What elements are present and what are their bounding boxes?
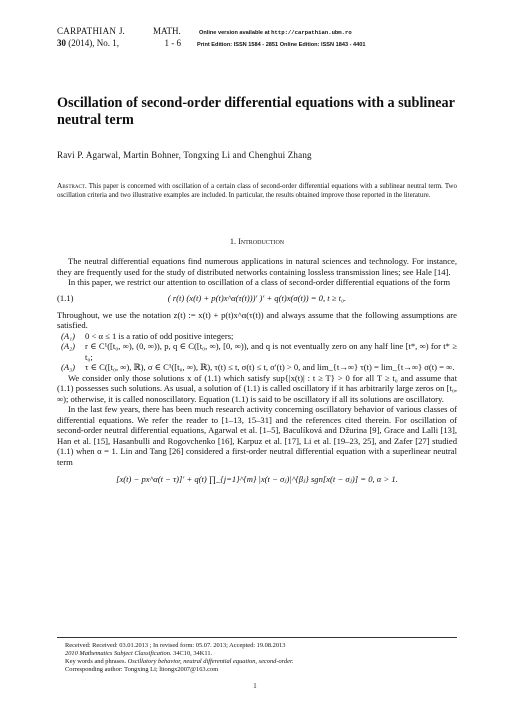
online-url[interactable]: http://carpathian.ubm.ro [271,29,352,36]
paper-title: Oscillation of second-order differential equations with a sublinear neutral term [57,95,455,128]
journal-header-row-2 [57,38,457,50]
paragraph-2: In this paper, we restrict our attention to oscillation of a class of second-order differential equations of the form [68,277,451,287]
journal-header [57,26,457,50]
paragraph-3: Throughout, we use the notation z(t) := x(t) + p(t)x^α(τ(t)) and always assume that the following assumptions are satisfied. [57,309,457,330]
footnote-corresponding: Corresponding author: Tongxing Li; litongx2007@163.com [65,666,219,673]
page-range: 1 - 6 [164,38,181,48]
condition-a2 [57,341,457,362]
online-version [199,28,352,38]
equation-1-1 [57,288,457,310]
online-label: Online version available at [199,30,270,36]
journal-j: J. [119,26,125,36]
paragraph-4: We consider only those solutions x of (1.1) which satisfy sup{|x(t)| : t ≥ T} > 0 for all T ≥ t₀ and assume that (1.1) possesses such solutions. As usual, a solution of (1.1) is called oscillatory if it has arbitrarily large zeros on [t₀, ∞); otherwise, it is called nonoscillatory. Equation (1.1) is said to be oscillatory if all its solutions are oscillatory. [57,372,457,404]
condition-label: (A₃) [61,362,75,372]
condition-text: 0 < α ≤ 1 is a ratio of odd positive integers; [85,330,234,341]
paper-body [57,256,457,491]
journal-math: MATH. [153,26,181,36]
journal-name: CARPATHIAN [57,26,117,36]
footnote-msc [57,650,457,658]
footnote-keywords [57,658,457,666]
volume-number: 30 [57,38,66,48]
equation-2-text: [x(t) − px^α(t − τ)]′ + q(t) ∏_{j=1}^{m} |x(t − σⱼ)|^{βⱼ} sgn[x(t − σⱼ)] = 0, α > 1. [116,473,398,484]
section-heading: 1. Introduction [229,237,285,246]
paragraph-5: In the last few years, there has been much research activity concerning oscillatory behavior of various classes of differential equations. We refer the reader to [1–13, 15–31] and the references cited therein. For oscillation of second-order neutral differential equations, Agarwal et al. [1–5], Baculíková and Džurina [9], Grace and Lalli [13], Han et al. [15], Hasanbulli and Rogovchenko [16], Karpuz et al. [17], Li et al. [19–23, 25], and Zafer [27] studied (1.1) when α = 1. Lin and Tang [26] considered a first-order neutral differential equation with a superlinear neutral term [57,404,457,467]
equation-2 [57,467,457,491]
condition-text: r ∈ C¹([t₀, ∞), (0, ∞)), p, q ∈ C([t₀, ∞), [0, ∞)), and q is not eventually zero on any half line [t*, ∞) for t* ≥ t₀; [85,341,457,362]
page-number: 1 [253,683,257,690]
condition-label: (A₁) [61,330,75,341]
print-edition: Print Edition: ISSN 1584 - 2851 Online Edition: ISSN 1843 - 4401 [197,42,366,48]
journal-header-row-1 [57,26,457,38]
year-issue: (2014), No. 1, [68,38,119,48]
condition-label: (A₂) [61,341,75,351]
condition-text: τ ∈ C([t₀, ∞), ℝ), σ ∈ C¹([t₀, ∞), ℝ), τ(t) ≤ t, σ(t) ≤ t, σ′(t) > 0, and lim_{t→∞} τ(t) = lim_{t→∞} σ(t) = ∞. [85,362,455,372]
abstract-label: Abstract. [57,181,87,190]
footnotes [57,637,457,674]
condition-a1 [57,331,457,342]
keywords: Oscillatory behavior, neutral differential equation, second-order. [127,658,294,665]
equation-number: (1.1) [57,293,74,304]
paragraph-1: The neutral differential equations find numerous applications in natural sciences and technology. For instance, they are frequently used for the study of distributed networks containing lossless transmission lines; see Hale [14]. [57,256,457,277]
abstract [57,181,457,200]
equation-1-1-text: ( r(t) (x(t) + p(t)x^α(τ(t)))′ )′ + q(t)x(σ(t)) = 0, t ≥ t₀. [167,293,347,304]
abstract-text: This paper is concerned with oscillation of a certain class of second-order differential equations with a sublinear neutral term. Two oscillation criteria and two illustrative examples are included. In particular, the results obtained improve those reported in the literature. [57,183,457,199]
footnote-received: Received: Received: 03.01.2013 ; In revised form: 05.07. 2013; Accepted: 19.08.2013 [65,642,286,649]
keywords-label: Key words and phrases. [65,658,127,665]
volume-info [57,38,159,48]
paper-authors: Ravi P. Agarwal, Martin Bohner, Tongxing Li and Chenghui Zhang [57,150,312,160]
msc-codes: 34C10, 34K11. [173,650,213,657]
condition-a3 [57,362,457,373]
msc-label: 2010 Mathematics Subject Classification. [65,650,172,657]
